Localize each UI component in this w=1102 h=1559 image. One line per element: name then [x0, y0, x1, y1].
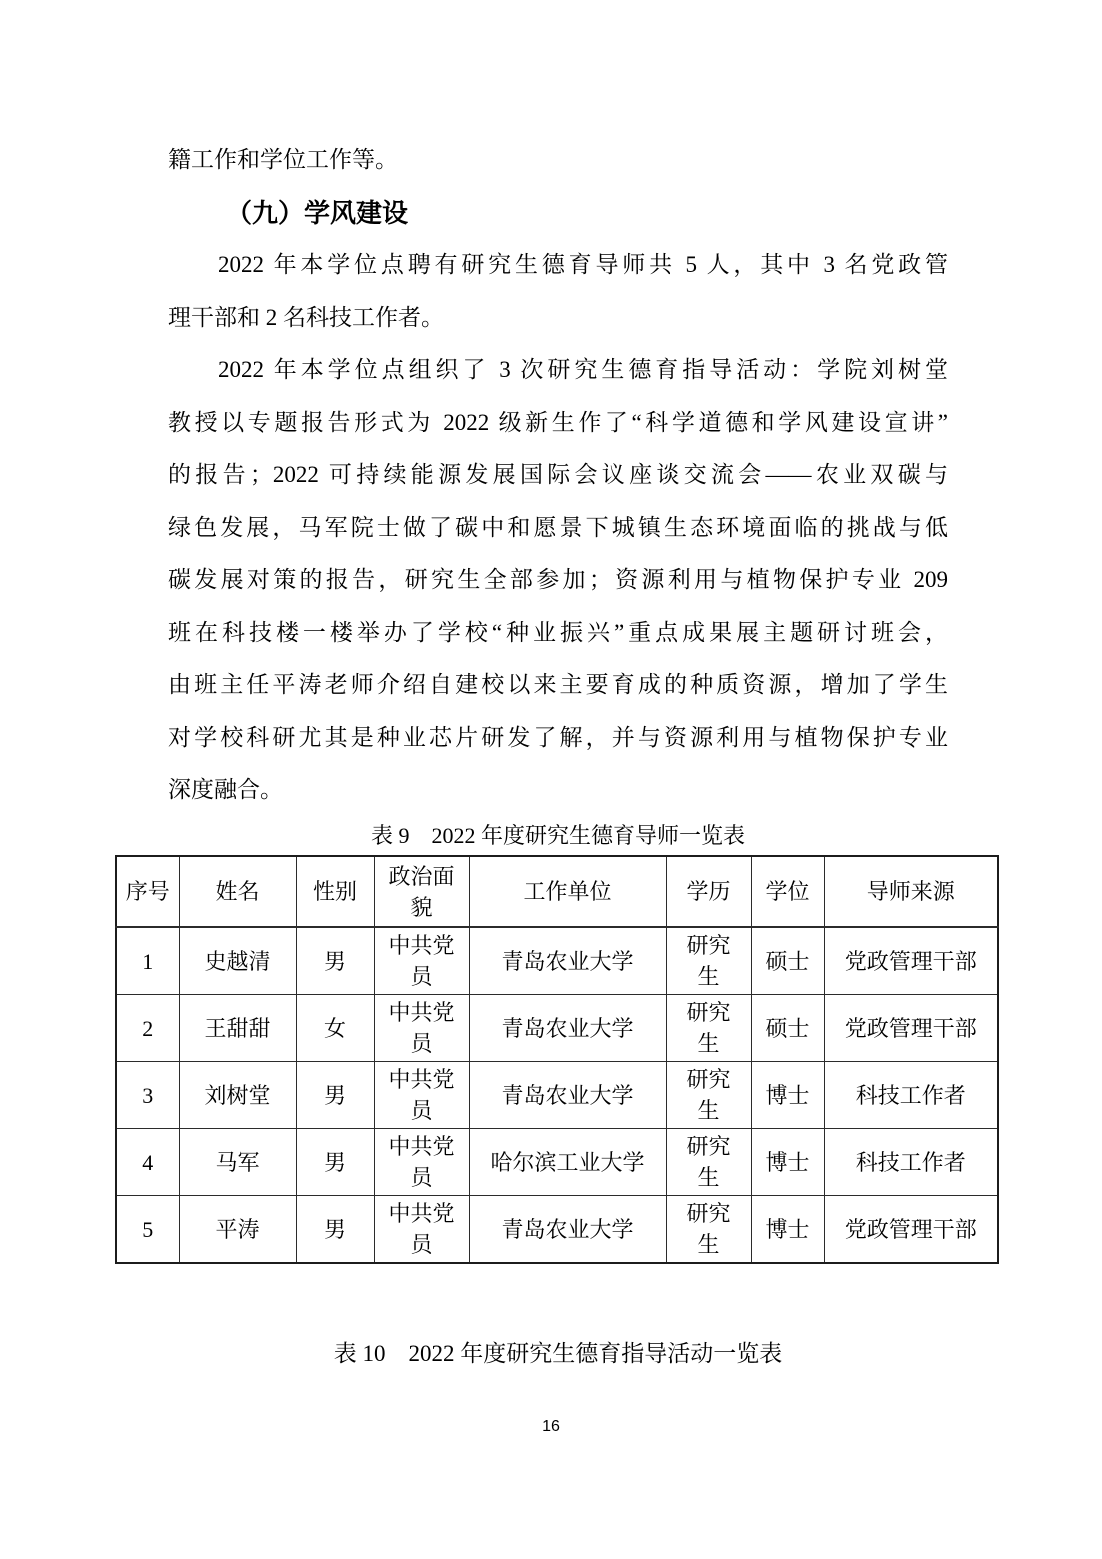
cell-mentor-source: 党政管理干部 [824, 1196, 998, 1264]
paragraph-line: 2022 年本学位点组织了 3 次研究生德育指导活动：学院刘树堂 [218, 357, 948, 382]
mentor-table-header [116, 856, 998, 927]
header-cell-name: 姓名 [179, 856, 296, 927]
page-number: 16 [542, 1418, 560, 1435]
table-row [116, 1129, 998, 1196]
cell-employer: 青岛农业大学 [469, 1196, 666, 1264]
cell-name: 史越清 [179, 927, 296, 995]
cell-education: 研究生 [666, 1196, 751, 1264]
cell-index: 5 [116, 1196, 179, 1264]
cell-name: 王甜甜 [179, 995, 296, 1062]
body-content [168, 134, 948, 855]
table10-caption: 表 10 2022 年度研究生德育指导活动一览表 [333, 1341, 783, 1366]
cell-degree: 博士 [751, 1062, 824, 1129]
cell-degree: 博士 [751, 1129, 824, 1196]
paragraph-line: 班在科技楼一楼举办了学校“种业振兴”重点成果展主题研讨班会， [168, 619, 948, 645]
table-row [116, 995, 998, 1062]
paragraph-line: 深度融合。 [168, 777, 283, 802]
header-cell-mentor-source: 导师来源 [824, 856, 998, 927]
mentor-table [115, 855, 999, 1264]
paragraph-line: 对学校科研尤其是种业芯片研发了解，并与资源利用与植物保护专业 [168, 724, 948, 750]
header-cell-education: 学历 [666, 856, 751, 927]
cell-education: 研究生 [666, 995, 751, 1062]
cell-political-status: 中共党员 [374, 1062, 469, 1129]
table9-caption: 表 9 2022 年度研究生德育导师一览表 [370, 822, 745, 848]
table-row [116, 1062, 998, 1129]
cell-employer: 青岛农业大学 [469, 1062, 666, 1129]
cell-mentor-source: 科技工作者 [824, 1129, 998, 1196]
cell-employer: 青岛农业大学 [469, 995, 666, 1062]
table-row [116, 927, 998, 995]
cell-degree: 硕士 [751, 927, 824, 995]
cell-mentor-source: 党政管理干部 [824, 995, 998, 1062]
cell-gender: 女 [296, 995, 374, 1062]
paragraph-line: 的报告；2022 可持续能源发展国际会议座谈交流会——农业双碳与 [168, 462, 948, 487]
cell-education: 研究生 [666, 1129, 751, 1196]
cell-political-status: 中共党员 [374, 1196, 469, 1264]
cell-index: 4 [116, 1129, 179, 1196]
cell-index: 3 [116, 1062, 179, 1129]
cell-name: 马军 [179, 1129, 296, 1196]
header-cell-gender: 性别 [296, 856, 374, 927]
paragraph-line: 碳发展对策的报告，研究生全部参加；资源利用与植物保护专业 209 [168, 567, 948, 592]
cell-gender: 男 [296, 1129, 374, 1196]
cell-degree: 博士 [751, 1196, 824, 1264]
cell-name: 平涛 [179, 1196, 296, 1264]
header-cell-index: 序号 [116, 856, 179, 927]
cell-political-status: 中共党员 [374, 995, 469, 1062]
header-cell-political-status: 政治面貌 [374, 856, 469, 927]
cell-education: 研究生 [666, 1062, 751, 1129]
cell-gender: 男 [296, 1062, 374, 1129]
paragraph-line: 2022 年本学位点聘有研究生德育导师共 5 人，其中 3 名党政管 [218, 252, 948, 277]
cell-gender: 男 [296, 927, 374, 995]
cell-degree: 硕士 [751, 995, 824, 1062]
table-row [116, 1196, 998, 1264]
paragraph-line: 籍工作和学位工作等。 [168, 147, 398, 172]
cell-gender: 男 [296, 1196, 374, 1264]
cell-mentor-source: 科技工作者 [824, 1062, 998, 1129]
header-cell-employer: 工作单位 [469, 856, 666, 927]
paragraph-line: 教授以专题报告形式为 2022 级新生作了“科学道德和学风建设宣讲” [168, 409, 948, 435]
cell-mentor-source: 党政管理干部 [824, 927, 998, 995]
cell-employer: 哈尔滨工业大学 [469, 1129, 666, 1196]
header-cell-degree: 学位 [751, 856, 824, 927]
cell-employer: 青岛农业大学 [469, 927, 666, 995]
paragraph-line: 绿色发展，马军院士做了碳中和愿景下城镇生态环境面临的挑战与低 [168, 514, 948, 540]
cell-education: 研究生 [666, 927, 751, 995]
paragraph-line: 理干部和 2 名科技工作者。 [168, 304, 444, 330]
cell-index: 1 [116, 927, 179, 995]
header-row [116, 856, 998, 927]
cell-name: 刘树堂 [179, 1062, 296, 1129]
paragraph-line: 由班主任平涛老师介绍自建校以来主要育成的种质资源，增加了学生 [168, 672, 948, 697]
cell-political-status: 中共党员 [374, 1129, 469, 1196]
section-heading: （九）学风建设 [226, 197, 409, 228]
cell-political-status: 中共党员 [374, 927, 469, 995]
cell-index: 2 [116, 995, 179, 1062]
